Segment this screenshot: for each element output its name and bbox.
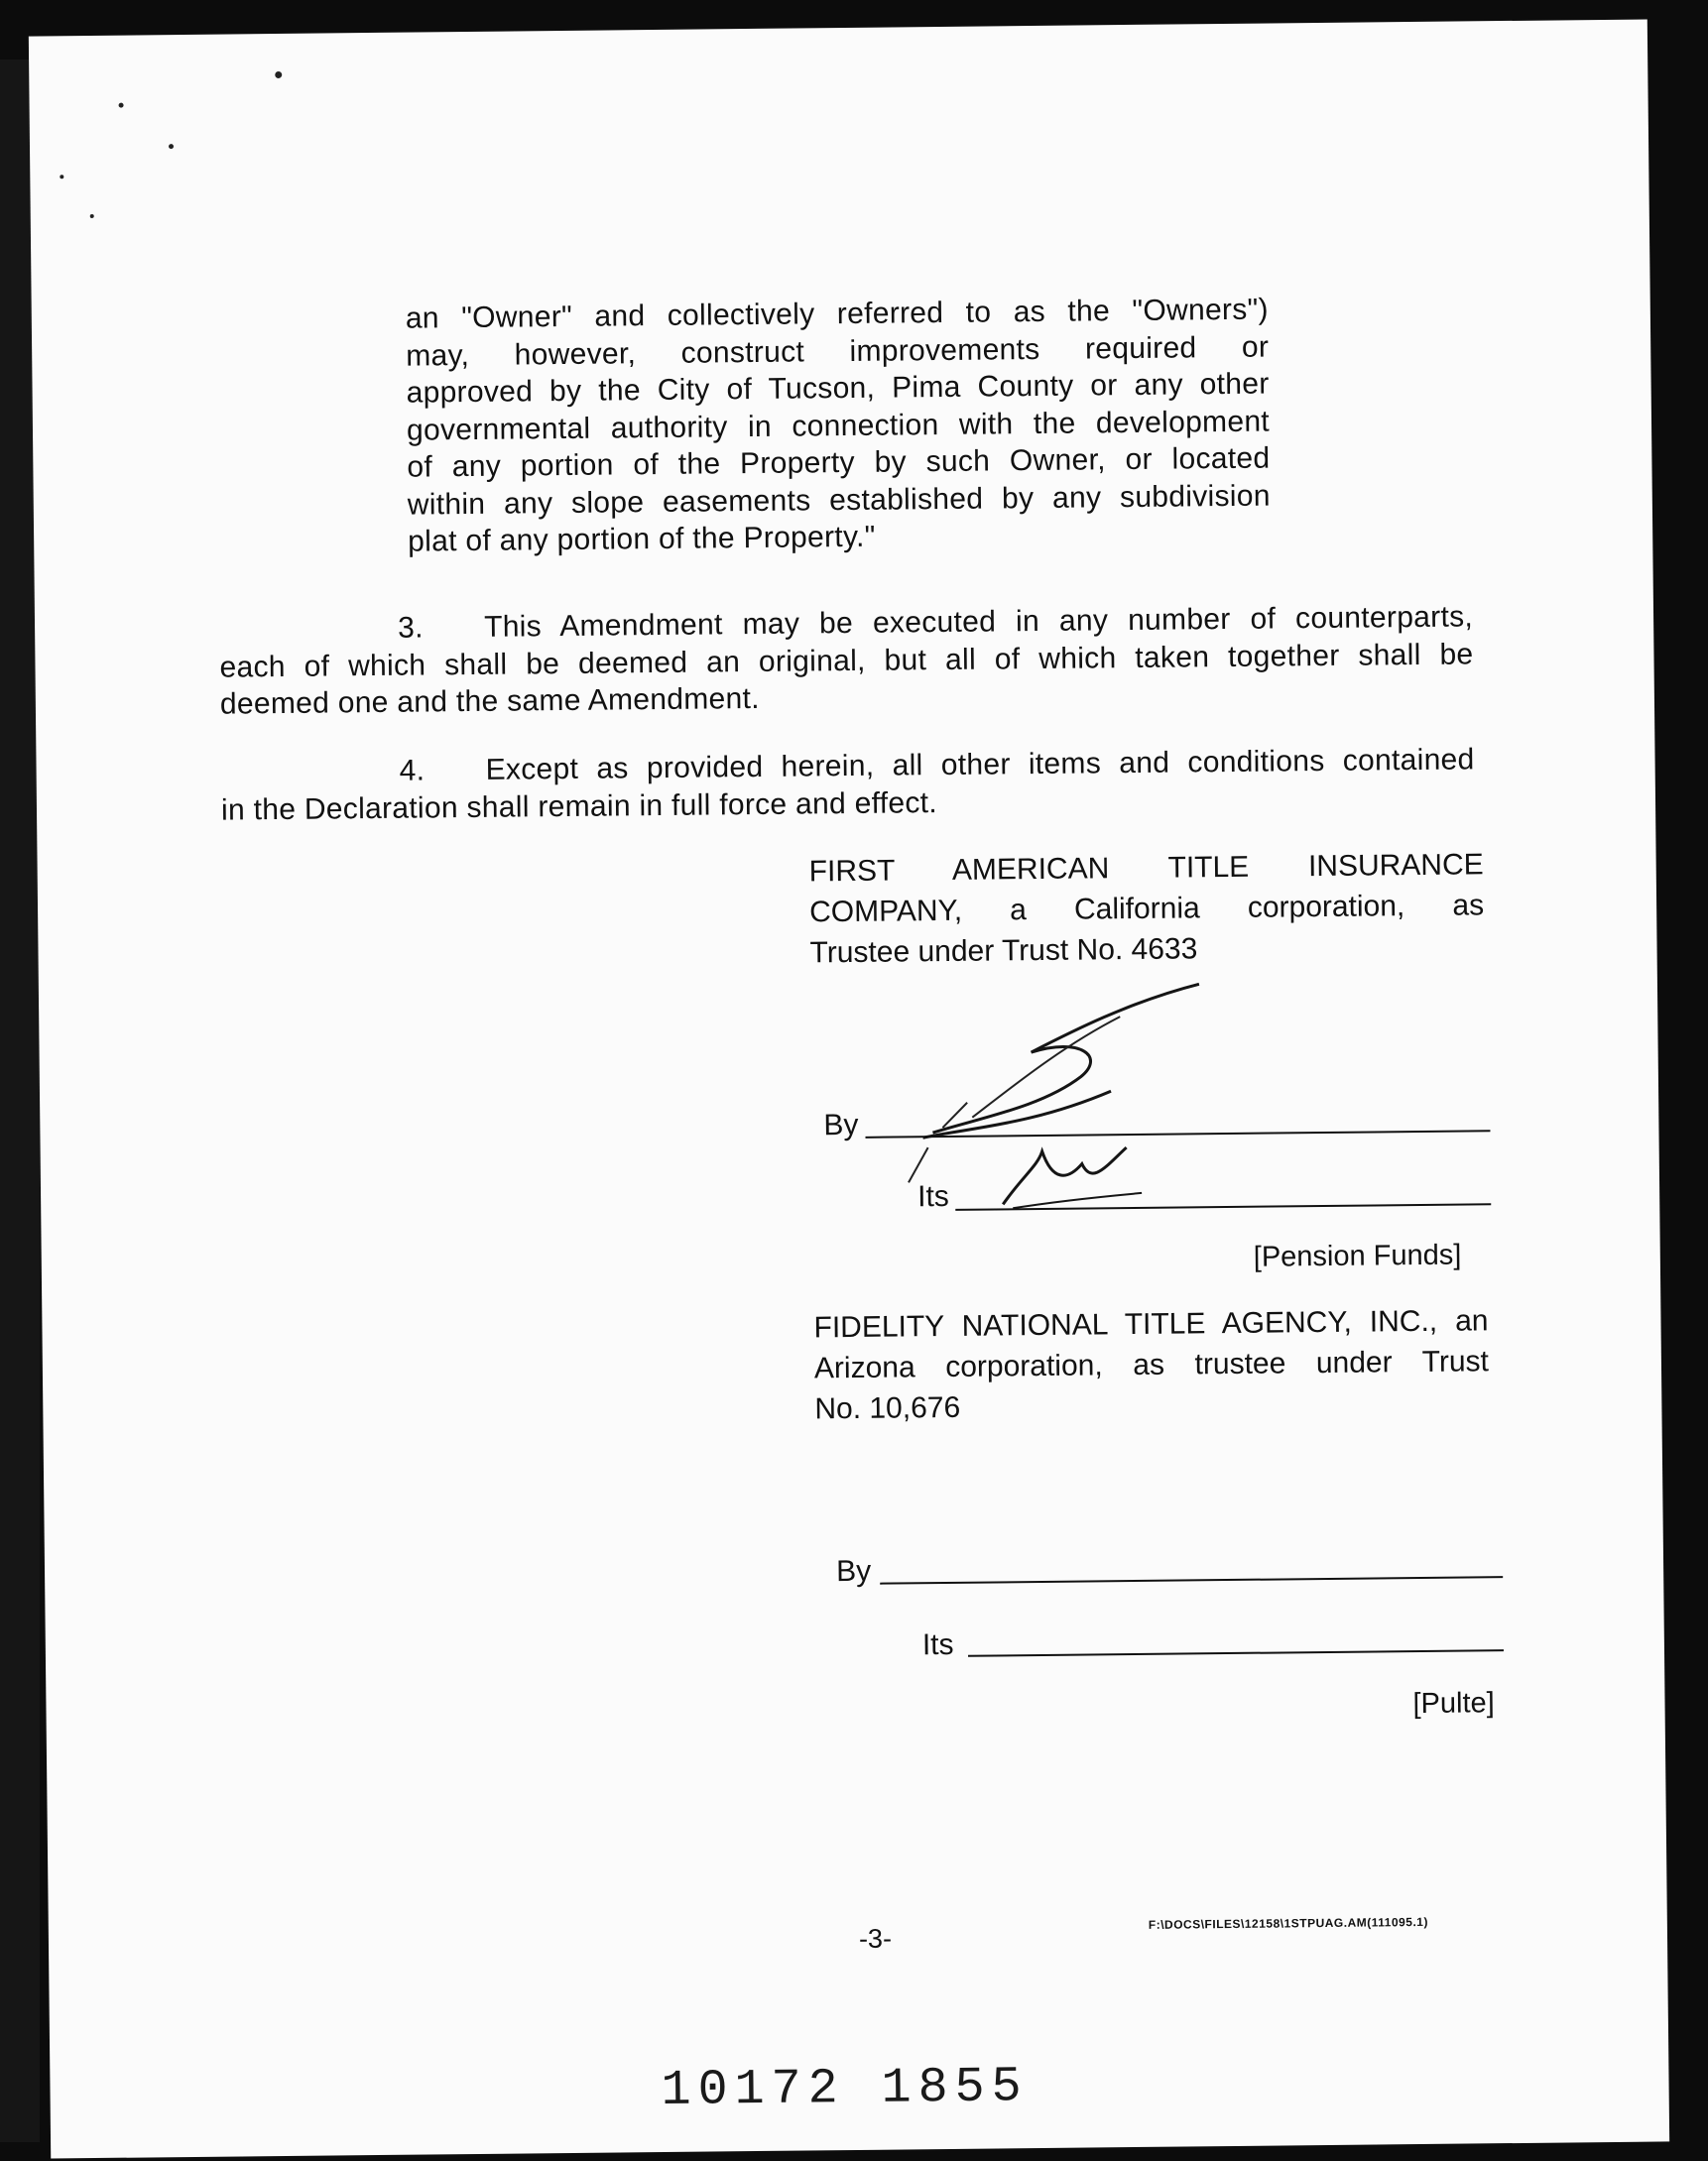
paragraph-line: of any portion of the Property by such Owner, or located	[407, 441, 1271, 484]
signatory-line: FIDELITY NATIONAL TITLE AGENCY, INC., an	[813, 1304, 1489, 1345]
signatory-line: No. 10,676	[814, 1390, 961, 1426]
signatory-line: Trustee under Trust No. 4633	[809, 932, 1198, 970]
paragraph-line: an "Owner" and collectively referred to as the "Owners")	[405, 293, 1269, 335]
page-number: -3-	[858, 1923, 893, 1954]
scan-speck	[90, 214, 94, 218]
section-number: 4.	[399, 754, 426, 787]
section-number: 3.	[397, 611, 424, 645]
section-text: Except as provided herein, all other items and conditions contained	[485, 743, 1475, 786]
scan-speck	[60, 175, 63, 179]
scan-speck	[275, 71, 282, 78]
section-3	[219, 598, 1474, 723]
document-page	[29, 20, 1669, 2159]
section-4	[220, 741, 1475, 828]
signatory-line: Arizona corporation, as trustee under Trust	[813, 1345, 1490, 1385]
signatory-line: FIRST AMERICAN TITLE INSURANCE	[808, 848, 1484, 889]
its-label: Its	[921, 1627, 954, 1662]
scan-speck	[169, 144, 174, 149]
paragraph-line: within any slope easements established by any subdivision	[407, 479, 1271, 522]
paragraph-line: may, however, construct improvements required or	[406, 330, 1270, 373]
signatory-2-block	[813, 1300, 1489, 1429]
section-line: in the Declaration shall remain in full force and effect.	[220, 785, 938, 827]
section-text: This Amendment may be executed in any number of counterparts,	[483, 600, 1474, 644]
by-signature-line[interactable]	[880, 1576, 1503, 1585]
signatory-1-block	[808, 844, 1484, 973]
paragraph-line: approved by the City of Tucson, Pima County or any other	[406, 367, 1270, 410]
section-line: deemed one and the same Amendment.	[219, 681, 760, 721]
continued-paragraph	[406, 292, 1272, 561]
paragraph-line: plat of any portion of the Property."	[408, 520, 876, 558]
scan-speck	[119, 103, 124, 108]
section-line: each of which shall be deemed an original, but all of which taken together shall be	[219, 637, 1474, 684]
by-label: By	[823, 1108, 859, 1142]
file-path: F:\DOCS\FILES\12158\1STPUAG.AM(111095.1)	[1148, 1914, 1429, 1932]
pulte-label: [Pulte]	[1412, 1687, 1495, 1721]
document-number: 10172 1855	[661, 2059, 1029, 2120]
its-label: Its	[916, 1179, 949, 1214]
by-label: By	[835, 1554, 872, 1589]
paragraph-line: governmental authority in connection with the development	[406, 405, 1271, 447]
its-signature-line[interactable]	[968, 1649, 1504, 1657]
signatory-line: COMPANY, a California corporation, as	[808, 889, 1485, 929]
pension-funds-label: [Pension Funds]	[1253, 1239, 1462, 1273]
